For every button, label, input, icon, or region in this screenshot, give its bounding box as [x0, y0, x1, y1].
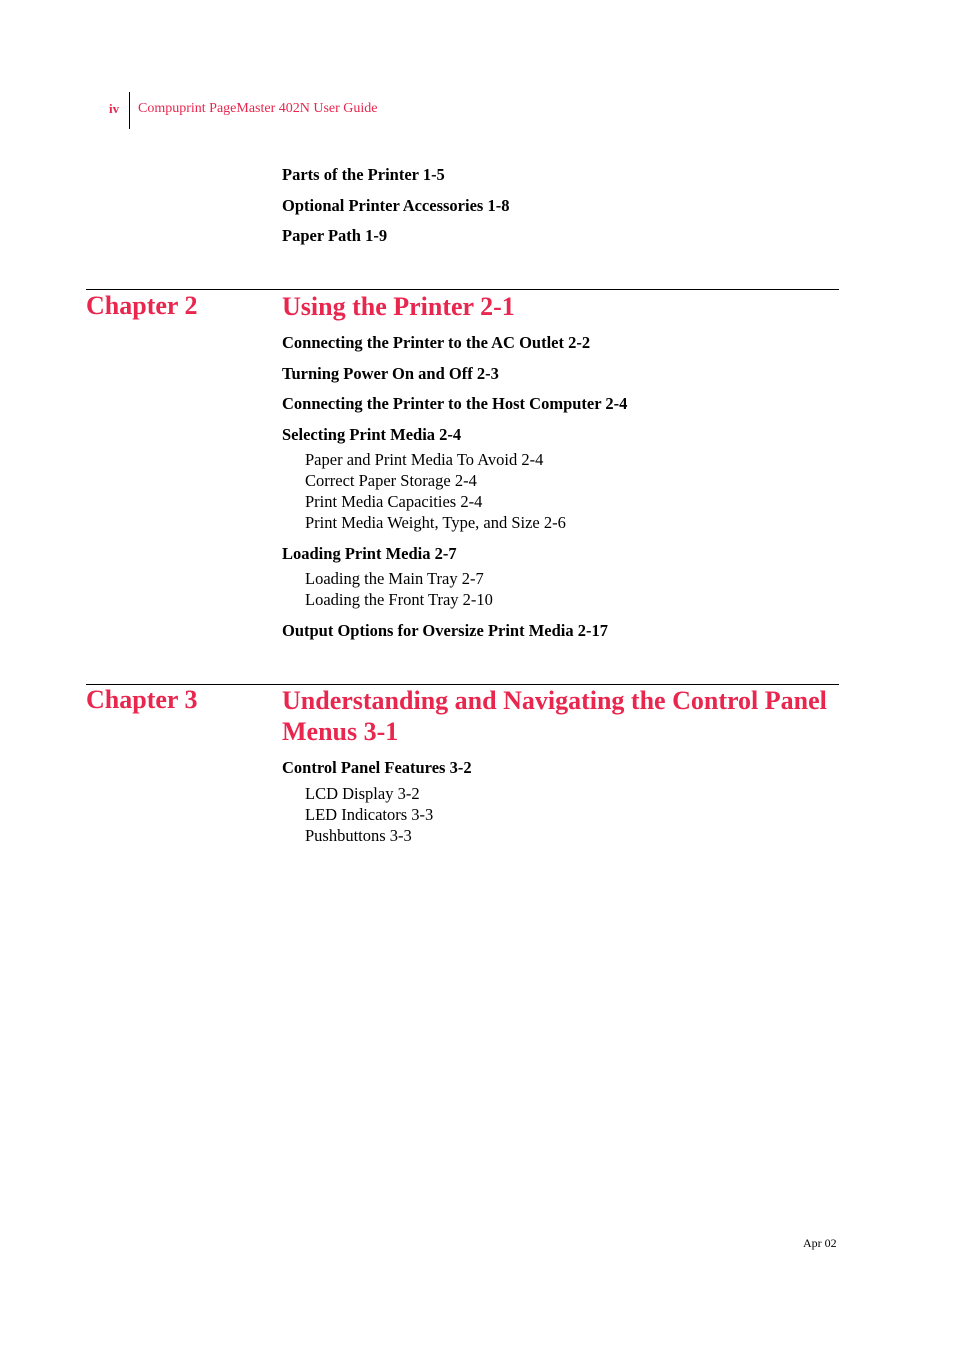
- toc-entry[interactable]: Optional Printer Accessories 1-8: [282, 196, 510, 215]
- running-title: Compuprint PageMaster 402N User Guide: [138, 101, 378, 116]
- toc-section[interactable]: Turning Power On and Off 2-3: [282, 364, 499, 383]
- chapter-title[interactable]: Using the Printer 2-1: [282, 292, 515, 321]
- toc-section[interactable]: Output Options for Oversize Print Media 2-17: [282, 621, 609, 640]
- toc-section[interactable]: Connecting the Printer to the Host Computer 2-4: [282, 394, 628, 413]
- page-header: [0, 92, 954, 130]
- toc-section[interactable]: Selecting Print Media 2-4: [282, 425, 462, 444]
- chapter-divider: [86, 289, 839, 290]
- toc-section[interactable]: Loading Print Media 2-7: [282, 544, 457, 563]
- toc-section[interactable]: Control Panel Features 3-2: [282, 758, 472, 777]
- toc-subsection[interactable]: Pushbuttons 3-3: [305, 826, 412, 845]
- toc-subsection[interactable]: LCD Display 3-2: [305, 784, 420, 803]
- header-divider: [129, 92, 130, 129]
- toc-subsection[interactable]: Paper and Print Media To Avoid 2-4: [305, 450, 544, 469]
- chapter-label: Chapter 2: [86, 291, 198, 320]
- toc-subsection[interactable]: Loading the Front Tray 2-10: [305, 590, 493, 609]
- toc-entry[interactable]: Paper Path 1-9: [282, 226, 388, 245]
- toc-subsection[interactable]: Correct Paper Storage 2-4: [305, 471, 477, 490]
- page-number: iv: [109, 101, 120, 116]
- toc-subsection[interactable]: LED Indicators 3-3: [305, 805, 434, 824]
- chapter-title[interactable]: Understanding and Navigating the Control Panel Menus 3-1: [282, 686, 827, 746]
- toc-subsection[interactable]: Print Media Capacities 2-4: [305, 492, 483, 511]
- toc-section[interactable]: Connecting the Printer to the AC Outlet 2-2: [282, 333, 591, 352]
- footer-date: Apr 02: [803, 1236, 837, 1250]
- chapter-label: Chapter 3: [86, 685, 198, 714]
- toc-subsection[interactable]: Print Media Weight, Type, and Size 2-6: [305, 513, 566, 532]
- toc-entry[interactable]: Parts of the Printer 1-5: [282, 165, 445, 184]
- toc-subsection[interactable]: Loading the Main Tray 2-7: [305, 569, 484, 588]
